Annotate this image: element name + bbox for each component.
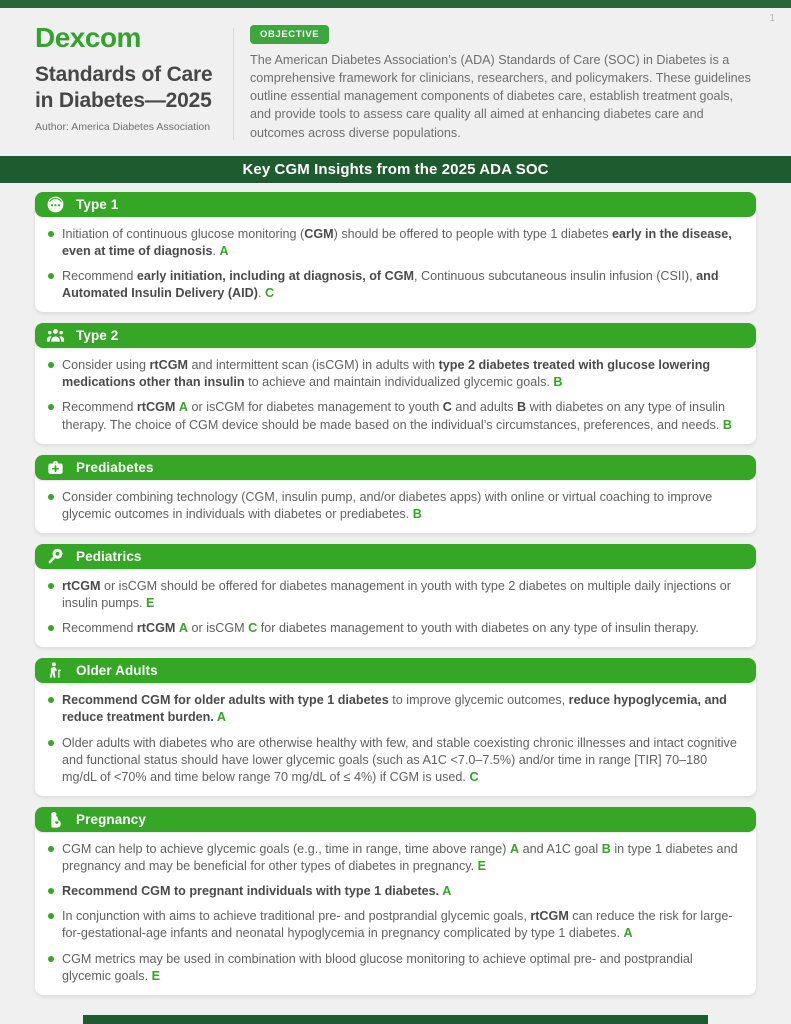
- list-item: [48, 841, 740, 875]
- section-type-1-body: [35, 209, 756, 313]
- bullet-text: CGM metrics may be used in combination with blood glucose monitoring to achieve optimal pre- and postprandial glycemic goals. E: [62, 951, 693, 983]
- section-prediabetes-body: [35, 472, 756, 533]
- section-pregnancy-header: [35, 807, 756, 832]
- bullet-text: rtCGM or isCGM should be offered for diabetes management in youth with type 2 diabetes on multiple daily injections or insulin pumps. E: [62, 578, 731, 610]
- people-group-icon: [46, 326, 65, 345]
- section-type-2-header: [35, 323, 756, 348]
- section-older-adults-header: [35, 658, 756, 683]
- bullet-dot: [48, 846, 54, 852]
- list-item: [48, 908, 740, 942]
- list-item: [48, 399, 740, 433]
- first-aid-kit-icon: [46, 458, 65, 477]
- list-item: [48, 735, 740, 786]
- document-header: [0, 8, 791, 156]
- bullet-dot: [48, 494, 54, 500]
- bullet-text: Recommend rtCGM A or isCGM C for diabetes management to youth with diabetes on any type of insulin therapy.: [62, 621, 699, 636]
- section-title: Older Adults: [76, 663, 158, 679]
- banner-title: Key CGM Insights from the 2025 ADA SOC: [242, 160, 549, 178]
- bullet-dot: [48, 913, 54, 919]
- bullet-dot: [48, 625, 54, 631]
- list-item: [48, 951, 740, 985]
- objective-badge: OBJECTIVE: [250, 25, 329, 44]
- bullet-dot: [48, 888, 54, 894]
- bullet-dot: [48, 362, 54, 368]
- section-type-2: [35, 323, 756, 444]
- bullet-text: Consider combining technology (CGM, insulin pump, and/or diabetes apps) with online or virtual coaching to improve glycemic outcomes in individuals with diabetes or prediabetes. B: [62, 489, 713, 521]
- section-type-2-body: [35, 340, 756, 444]
- section-title: Prediabetes: [76, 459, 154, 475]
- section-title: Type 2: [76, 328, 119, 344]
- bullet-text: Recommend early initiation, including at diagnosis, of CGM, Continuous subcutaneous insulin infusion (CSII), and Automated Insulin Delivery (AID). C: [62, 268, 719, 300]
- cgm-sensor-icon: [46, 195, 65, 214]
- list-item: [48, 578, 740, 612]
- list-item: [48, 489, 740, 523]
- bullet-dot: [48, 740, 54, 746]
- title-block: [35, 24, 233, 142]
- bullet-dot: [48, 583, 54, 589]
- list-item: [48, 226, 740, 260]
- top-accent-bar: [0, 0, 791, 8]
- sections-container: [0, 183, 791, 995]
- title-line-1: Standards of Care: [35, 63, 213, 86]
- author-line: Author: America Diabetes Association: [35, 121, 211, 134]
- bullet-text: CGM can help to achieve glycemic goals (e.g., time in range, time above range) A and A1C goal B in type 1 diabetes and pregnancy and may be beneficial for other types of diabetes in pregnancy. E: [62, 841, 738, 873]
- pregnancy-icon: [46, 810, 65, 829]
- list-item: [48, 357, 740, 391]
- section-older-adults-body: [35, 675, 756, 796]
- bullet-text: Recommend rtCGM A or isCGM for diabetes management to youth C and adults B with diabetes on any type of insulin therapy. The choice of CGM device should be made based on the individual’s circumstances, preferences, and needs. B: [62, 400, 732, 432]
- list-item: [48, 268, 740, 302]
- key-insights-banner: [0, 156, 791, 183]
- section-pediatrics: [35, 544, 756, 647]
- footer-accent-bar: [83, 1015, 708, 1024]
- bullet-text: Consider using rtCGM and intermittent scan (isCGM) in adults with type 2 diabetes treated with glucose lowering medications other than insulin to achieve and maintain individualized glycemic goals. B: [62, 358, 711, 390]
- section-pregnancy-body: [35, 824, 756, 995]
- bullet-dot: [48, 404, 54, 410]
- bullet-text: In conjunction with aims to achieve traditional pre- and postprandial glycemic goals, rtCGM can reduce the risk for large-for-gestational-age infants and neonatal hypoglycemia in pregnancy complicated by type 1 diabetes. A: [62, 909, 733, 941]
- section-prediabetes: [35, 455, 756, 533]
- dexcom-logo: Dexcom: [35, 22, 141, 53]
- section-pregnancy: [35, 807, 756, 995]
- bullet-text: Initiation of continuous glucose monitoring (CGM) should be offered to people with type 1 diabetes early in the disease, even at time of diagnosis. A: [62, 226, 732, 258]
- section-older-adults: [35, 658, 756, 796]
- bullet-text: Recommend CGM to pregnant individuals with type 1 diabetes. A: [62, 884, 452, 899]
- bullet-text: Recommend CGM for older adults with type 1 diabetes to improve glycemic outcomes, reduce hypoglycemia, and reduce treatment burden. A: [62, 693, 727, 725]
- objective-text: The American Diabetes Association’s (ADA) Standards of Care (SOC) in Diabetes is a comprehensive framework for clinicians, researchers, and policymakers. These guidelines outline essential management components of diabetes care, establish treatment goals, and provide tools to assess care quality all aimed at enhancing diabetes care and outcomes across diverse populations.: [250, 53, 751, 140]
- page-number: 1: [769, 13, 775, 24]
- section-prediabetes-header: [35, 455, 756, 480]
- section-title: Type 1: [76, 196, 119, 212]
- bullet-dot: [48, 273, 54, 279]
- list-item: [48, 883, 740, 900]
- older-adult-cane-icon: [46, 661, 65, 680]
- bullet-text: Older adults with diabetes who are otherwise healthy with few, and stable coexisting chronic illnesses and intact cognitive and functional status should have lower glycemic goals (such as A1C <7.0–7.5%) and/or time in range [TIR] 70–180 mg/dL of <70% and time below range 70 mg/dL of ≤ 4%) if CGM is used. C: [62, 735, 737, 784]
- bullet-dot: [48, 697, 54, 703]
- list-item: [48, 620, 740, 637]
- list-item: [48, 692, 740, 726]
- section-pediatrics-header: [35, 544, 756, 569]
- section-type-1: [35, 192, 756, 313]
- rattle-icon: [46, 547, 65, 566]
- section-pediatrics-body: [35, 561, 756, 647]
- bullet-dot: [48, 956, 54, 962]
- section-type-1-header: [35, 192, 756, 217]
- section-title: Pediatrics: [76, 548, 142, 564]
- section-title: Pregnancy: [76, 811, 146, 827]
- bullet-dot: [48, 231, 54, 237]
- title-line-2: in Diabetes—2025: [35, 88, 212, 112]
- page-title: [35, 62, 233, 113]
- objective-column: [234, 24, 769, 142]
